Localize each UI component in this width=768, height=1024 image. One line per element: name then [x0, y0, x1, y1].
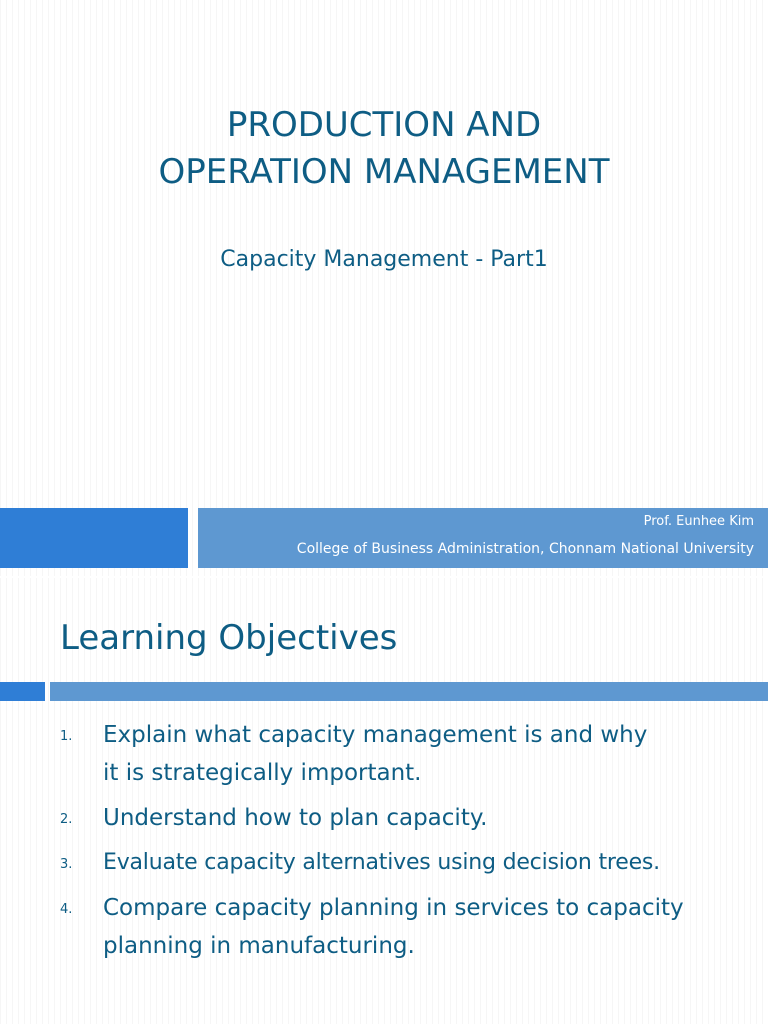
objective-number: 1. — [60, 729, 73, 744]
author-name: Prof. Eunhee Kim — [643, 514, 754, 529]
objective-item — [0, 889, 768, 965]
objective-item — [0, 716, 768, 792]
title-line-2: OPERATION MANAGEMENT — [158, 152, 610, 192]
objectives-slide — [0, 578, 768, 1024]
objective-text: Compare capacity planning in services to capacity planning in manufacturing. — [103, 895, 684, 959]
objective-text: Explain what capacity management is and why it is strategically important. — [103, 722, 648, 786]
title-line-1: PRODUCTION AND — [226, 105, 542, 145]
author-affiliation: College of Business Administration, Chonnam National University — [296, 541, 754, 557]
objective-text: Evaluate capacity alternatives using decision trees. — [103, 850, 660, 875]
objective-number: 3. — [60, 857, 73, 872]
objective-number: 4. — [60, 902, 73, 917]
objective-number: 2. — [60, 812, 73, 827]
objective-item — [0, 799, 768, 837]
presentation-title — [0, 102, 768, 196]
objective-item — [0, 844, 768, 882]
accent-band-left — [0, 508, 188, 568]
objectives-list — [0, 716, 768, 972]
objective-text: Understand how to plan capacity. — [103, 805, 488, 831]
presentation-subtitle: Capacity Management - Part1 — [220, 247, 548, 272]
objectives-heading: Learning Objectives — [60, 618, 398, 658]
heading-rule-left — [0, 682, 45, 701]
heading-rule-right — [50, 682, 768, 701]
